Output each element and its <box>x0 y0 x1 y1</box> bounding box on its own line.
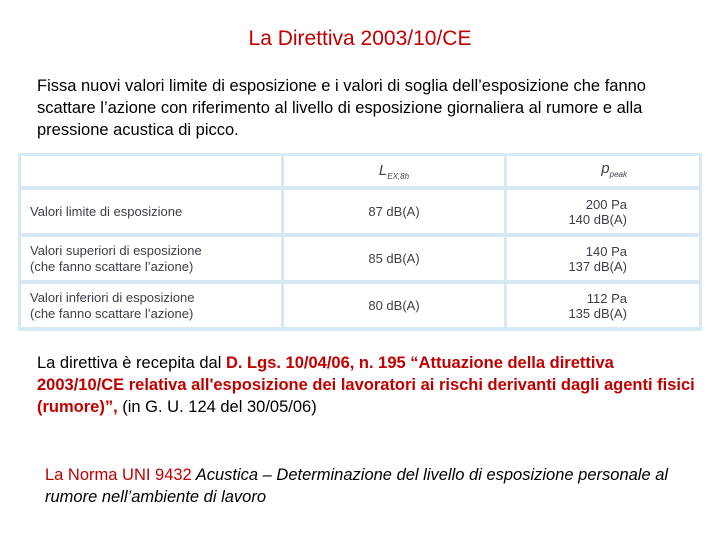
standard-name: La Norma UNI 9432 <box>45 466 192 484</box>
header-peak-cell <box>504 156 699 186</box>
gazette-reference: (in G. U. 124 del 30/05/06) <box>117 398 317 416</box>
row-lex-value: 80 dB(A) <box>281 284 504 327</box>
lex-symbol: L <box>378 161 388 179</box>
header-empty-cell <box>21 156 281 186</box>
row-peak-value: 140 Pa 137 dB(A) <box>504 237 699 280</box>
table-row <box>21 190 699 233</box>
row-lex-value: 87 dB(A) <box>281 190 504 233</box>
row-label: Valori limite di esposizione <box>21 190 281 233</box>
row-lex-value: 85 dB(A) <box>281 237 504 280</box>
row-label: Valori inferiori di esposizione (che fanno scattare l’azione) <box>21 284 281 327</box>
lex-subscript: EX,8h <box>387 171 410 181</box>
peak-subscript: peak <box>609 169 627 179</box>
intro-paragraph: Fissa nuovi valori limite di esposizione e i valori di soglia dell’esposizione che fanno scattare l’azione con riferimento al livello di esposizione giornaliera al rumore e alla pressione acustica di picco. <box>37 77 646 139</box>
exposure-values-table <box>18 153 702 331</box>
row-label: Valori superiori di esposizione (che fanno scattare l’azione) <box>21 237 281 280</box>
standard-description: Acustica – Determinazione del livello di esposizione personale al rumore nell’ambiente di lavoro <box>45 466 669 506</box>
page-title: La Direttiva 2003/10/CE <box>248 27 472 50</box>
row-peak-value: 112 Pa 135 dB(A) <box>504 284 699 327</box>
row-peak-value: 200 Pa 140 dB(A) <box>504 190 699 233</box>
transposition-prefix: La direttiva è recepita dal <box>37 354 226 372</box>
decree-reference: D. Lgs. 10/04/06, n. 195 “Attuazione della direttiva 2003/10/CE relativa all'esposizione dei lavoratori ai rischi derivanti dagli agenti fisici (rumore)”, <box>37 354 695 416</box>
table-row <box>21 237 699 280</box>
table-row <box>21 284 699 327</box>
header-lex-cell <box>281 156 504 186</box>
standard-paragraph <box>45 464 695 508</box>
table-header-row <box>21 156 699 186</box>
peak-symbol: p <box>601 159 610 177</box>
transposition-paragraph <box>37 352 697 418</box>
